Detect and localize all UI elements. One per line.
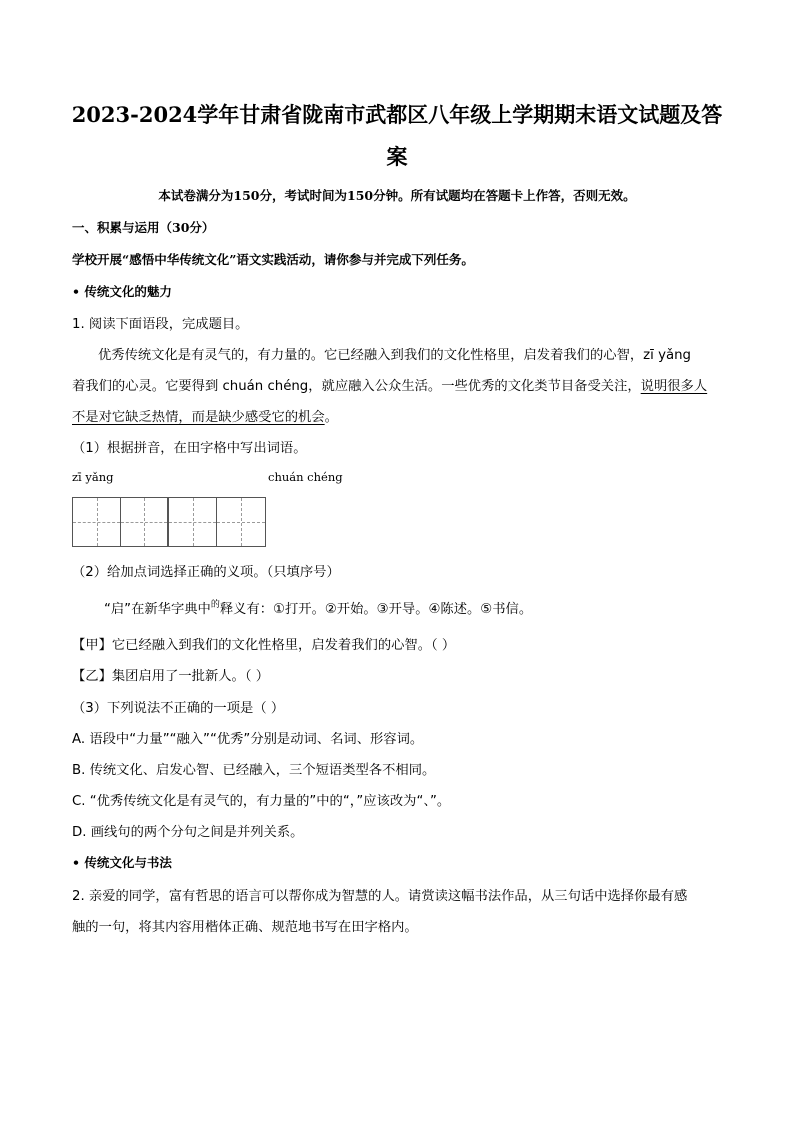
option-b: B. 传统文化、启发心智、已经融入，三个短语类型各不相同。 — [72, 763, 436, 778]
exam-notice: 本试卷满分为150分，考试时间为150分钟。所有试题均在答题卡上作答，否则无效。 — [158, 188, 636, 203]
tianzige-cell[interactable] — [73, 498, 121, 546]
subquestion-2-label: （2）给加点词选择正确的义项。（只填序号） — [72, 565, 340, 580]
underlined-sentence-part2: 不是对它缺乏热情，而是缺少感受它的机会 — [72, 410, 325, 425]
option-c: C. “优秀传统文化是有灵气的，有力量的”中的“，”应该改为“、”。 — [72, 794, 451, 809]
tianzige-cell[interactable] — [217, 498, 265, 546]
underlined-sentence-part1: 说明很多人 — [640, 379, 708, 394]
passage-line-2 — [72, 375, 707, 394]
question-2-line-2: 触的一句，将其内容用楷体正确、规范地书写在田字格内。 — [72, 920, 418, 935]
subquestion-2-jia: 【甲】它已经融入到我们的文化性格里，启发着我们的心智。（ ） — [72, 638, 456, 653]
tianzige-cell[interactable] — [121, 498, 169, 546]
section-heading: 一、积累与运用（30分） — [72, 220, 215, 235]
pinyin-chuancheng: chuán chéng — [268, 470, 343, 484]
section-intro: 学校开展“感悟中华传统文化”语文实践活动，请你参与并完成下列任务。 — [72, 252, 474, 267]
subquestion-2-yi: 【乙】集团启用了一批新人。（ ） — [72, 669, 270, 684]
definition-text-a: “启”在新华字典中 — [104, 602, 211, 617]
pinyin-ziyang: zī yǎng — [72, 470, 114, 484]
passage-line-1: 优秀传统文化是有灵气的，有力量的。它已经融入到我们的文化性格里，启发着我们的心智，zī yǎng — [98, 348, 691, 363]
passage-line-2-text: 着我们的心灵。它要得到 chuán chéng，就应融入公众生活。一些优秀的文化类节目备受关注， — [72, 379, 641, 394]
question-2-line-1: 2. 亲爱的同学，富有哲思的语言可以帮你成为智慧的人。请赏读这幅书法作品，从三句话中选择你最有感 — [72, 889, 688, 904]
option-a: A. 语段中“力量”“融入”“优秀”分别是动词、名词、形容词。 — [72, 732, 424, 747]
tianzige-cell[interactable] — [169, 498, 217, 546]
definition-superscript: 的 — [210, 600, 220, 610]
option-d: D. 画线句的两个分句之间是并列关系。 — [72, 825, 304, 840]
page-title-line2: 案 — [386, 144, 408, 169]
passage-line-3-end: 。 — [324, 410, 338, 425]
question-1-stem: 1. 阅读下面语段，完成题目。 — [72, 317, 249, 332]
subsection-heading-calligraphy: • 传统文化与书法 — [72, 853, 172, 871]
definition-line — [104, 598, 532, 617]
tianzige-grid-q1 — [72, 497, 266, 547]
subsection-heading-charm: • 传统文化的魅力 — [72, 282, 172, 300]
passage-line-3 — [72, 406, 338, 425]
page-title-line1: 2023-2024学年甘肃省陇南市武都区八年级上学期期末语文试题及答 — [71, 102, 723, 127]
definition-text-b: 释义有：①打开。②开始。③开导。④陈述。⑤书信。 — [219, 602, 533, 617]
subquestion-3-label: （3）下列说法不正确的一项是（ ） — [72, 701, 285, 716]
subquestion-1-label: （1）根据拼音，在田字格中写出词语。 — [72, 441, 307, 456]
